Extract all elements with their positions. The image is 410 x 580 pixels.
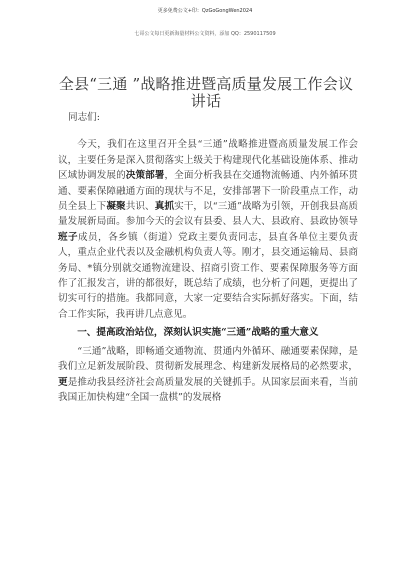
para1-text-g: 实干，以“三通”战略为引领，开创我县高质量发展新局面。参加今天的会议有县委、县人大、县政府、县政协领导 bbox=[58, 201, 359, 228]
para1-bold-f: 真抓 bbox=[154, 201, 175, 213]
para1-bold-a: 决策部署 bbox=[125, 170, 165, 182]
title-line-2: 讲话 bbox=[190, 92, 222, 110]
para1-bold-h: 班子 bbox=[58, 231, 79, 243]
para1-text-e: 共识、 bbox=[125, 201, 155, 213]
para2-text-c: 是推动我县经济社会高质量发展的关键抓手。从国家层面来看，当前我国正加快构建“全国一盘棋”的发展格 bbox=[58, 376, 359, 403]
para2-text-a: “三通”战略，即畅通交通物流、贯通内外循环、融通要素保障，是我们立足新发展阶段、贯彻新发展理念、构建新发展格局的必然要求， bbox=[58, 345, 358, 373]
watermark-header: 更多免费公文+印：QzGoGongWen2024 bbox=[157, 8, 253, 14]
para1-text-c: ，全面分析我县在交通物流畅通、内外循环贯通、要素保障融通方面的现状与不足，安排部署下一阶段重点工作，动员全县上下 bbox=[58, 170, 359, 213]
salutation: 同志们: bbox=[68, 112, 101, 123]
para1-text-i: 成员，各乡镇（街道）党政主要负责同志，县直各单位主要负责人，重点企业代表以及金融机构负责人等。刚才，县交通运输局、县商务局、*镇分别就交通物流建设、招商引资工作、要素保障服务等方面作了汇报发言，讲的都很好，既总结了成绩，也分析了问题，更提出了切实可行的措施。我都同意，大家一定要结合实际抓好落实。下面，结合工作实际，我再讲几点意见。 bbox=[58, 231, 359, 320]
para1-text-a: 今天，我们在这里召开全县“三通”战略推进暨高质量发展工作会议，主要任务是深入贯彻落实上级关于构建现代化基础设施体系、推动区域协调发展的 bbox=[58, 139, 358, 182]
document-body bbox=[58, 110, 358, 405]
section-heading-1: 一、提高政治站位，深刻认识实施“三通”战略的重大意义 bbox=[77, 327, 319, 339]
para2-bold-b: 更 bbox=[58, 376, 68, 388]
paragraph-1 bbox=[58, 137, 358, 322]
document-title bbox=[46, 76, 366, 110]
title-line-1: 全县“三通 ”战略推进暨高质量发展工作会议 bbox=[58, 75, 354, 93]
paragraph-2 bbox=[58, 344, 358, 406]
watermark-subheader: 七哥公文每日更新海量材料公文资料，添加 QQ：2590117509 bbox=[134, 31, 276, 37]
para1-bold-d: 凝聚 bbox=[106, 201, 126, 213]
